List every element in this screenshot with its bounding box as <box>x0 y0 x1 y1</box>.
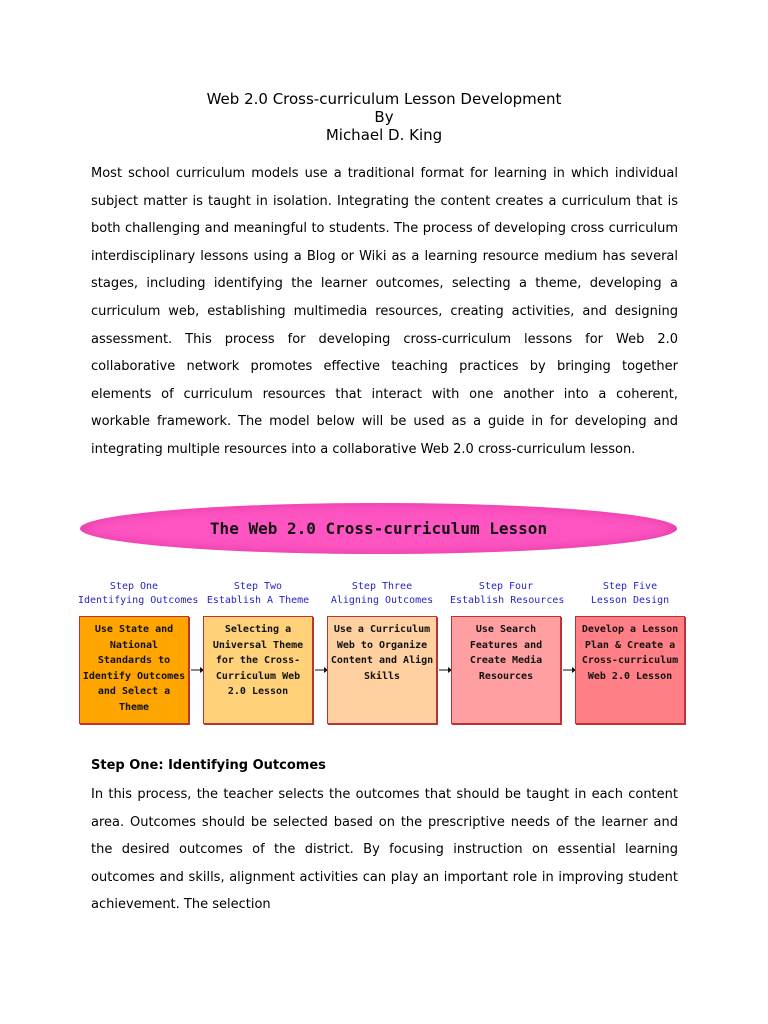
step-1-box <box>79 616 189 724</box>
title-line-1: Web 2.0 Cross-curriculum Lesson Development <box>206 90 562 108</box>
section-paragraph: In this process, the teacher selects the outcomes that should be taught in each content area. Outcomes should be selected based on the prescriptive needs of the learner and the desired outcomes of the district. By focusing instruction on essential learning outcomes and skills, alignment activities can play an important role in improving student achievement. The selection <box>91 787 678 913</box>
title-line-3: Michael D. King <box>325 126 443 144</box>
step-3-heading <box>326 580 438 608</box>
step-1-text: Use State and National Standards to Identify Outcomes and Select a Theme <box>82 624 186 713</box>
diagram-banner-title: The Web 2.0 Cross-curriculum Lesson <box>209 519 548 538</box>
step-1-title: Identifying Outcomes <box>78 595 199 606</box>
diagram-banner <box>80 503 677 554</box>
step-5-text: Develop a Lesson Plan & Create a Cross-curriculum Web 2.0 Lesson <box>581 624 679 682</box>
step-4-number: Step Four <box>478 581 534 592</box>
document-title <box>0 90 768 144</box>
step-1-number: Step One <box>109 581 159 592</box>
step-3-text: Use a Curriculum Web to Organize Content and Align Skills <box>330 624 434 682</box>
step-2-box <box>203 616 313 724</box>
step-4-heading <box>450 580 565 608</box>
step-5-heading <box>574 580 686 608</box>
step-4-box <box>451 616 561 724</box>
step-4-title: Establish Resources <box>450 595 565 606</box>
step-3-box <box>327 616 437 724</box>
step-diagram <box>78 580 690 730</box>
step-5-title: Lesson Design <box>590 595 670 606</box>
step-3-title: Aligning Outcomes <box>330 595 434 606</box>
step-2-number: Step Two <box>233 581 283 592</box>
step-2-heading <box>202 580 314 608</box>
step-2-text: Selecting a Universal Theme for the Cross-Curriculum Web 2.0 Lesson <box>212 624 304 697</box>
step-5-box <box>575 616 685 724</box>
step-5-number: Step Five <box>602 581 658 592</box>
step-2-title: Establish A Theme <box>206 595 310 606</box>
step-1-heading <box>78 580 199 608</box>
intro-paragraph: Most school curriculum models use a traditional format for learning in which individual subject matter is taught in isolation. Integrating the content creates a curriculum that is both challenging and meaningful to students. The process of developing cross curriculum interdisciplinary lessons using a Blog or Wiki as a learning resource medium has several stages, including identifying the learner outcomes, selecting a theme, developing a curriculum web, establishing multimedia resources, creating activities, and designing assessment. This process for developing cross-curriculum lessons for Web 2.0 collaborative network promotes effective teaching practices by bringing together elements of curriculum resources that interact with one another into a coherent, workable framework. The model below will be used as a guide in for developing and integrating multiple resources into a collaborative Web 2.0 cross-curriculum lesson. <box>91 166 678 457</box>
step-4-text: Use Search Features and Create Media Resources <box>469 624 543 682</box>
title-line-2: By <box>374 108 394 126</box>
step-3-number: Step Three <box>351 581 413 592</box>
section-heading: Step One: Identifying Outcomes <box>91 758 326 773</box>
